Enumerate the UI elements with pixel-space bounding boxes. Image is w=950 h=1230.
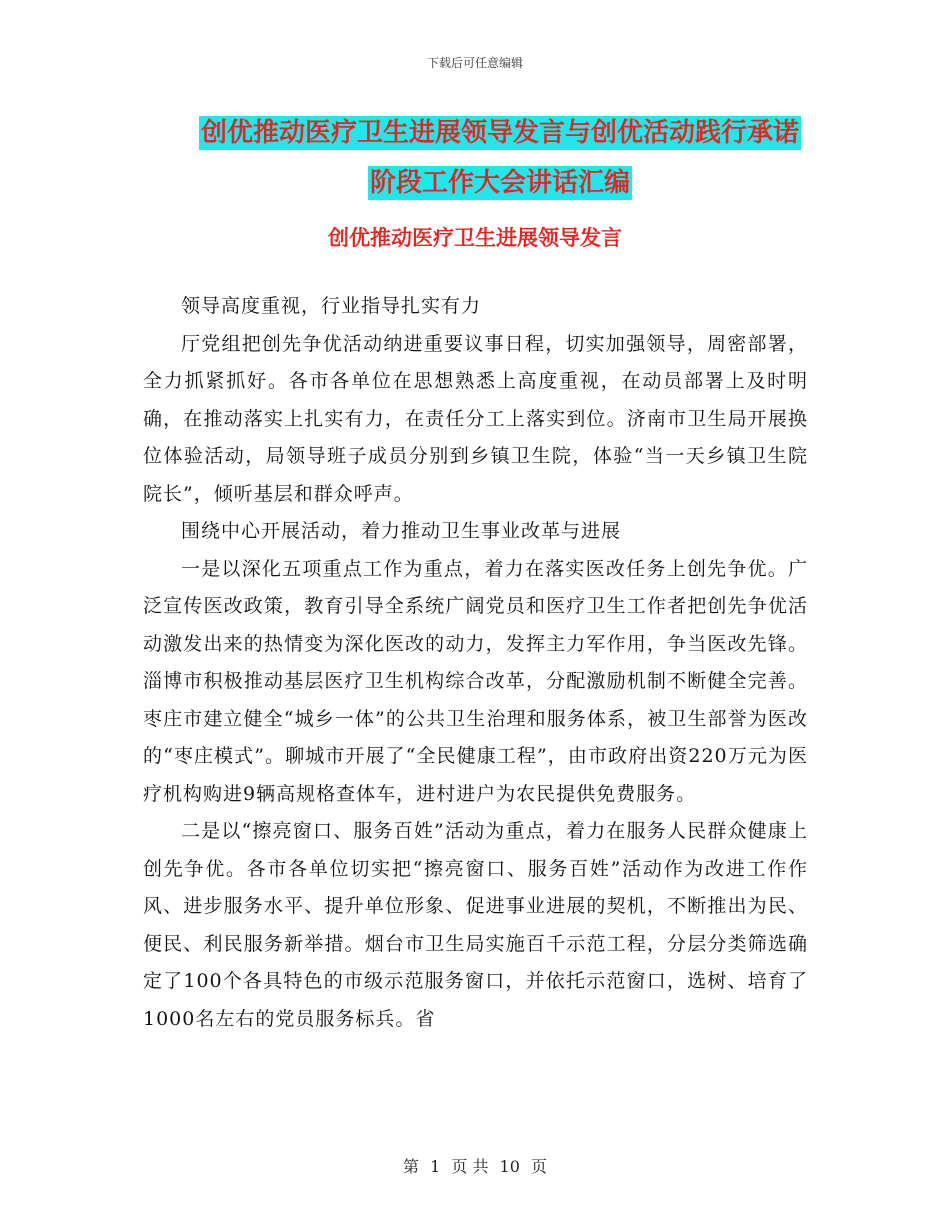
document-body: [143, 288, 808, 1038]
page-number: 1: [430, 1157, 441, 1176]
footer-suffix: 页: [531, 1157, 548, 1176]
footer-middle: 页 共: [451, 1157, 489, 1176]
title-line-2: 阶段工作大会讲话汇编: [369, 168, 630, 198]
paragraph: 二是以“擦亮窗口、服务百姓”活动为重点，着力在服务人民群众健康上创先争优。各市各单位切实把“擦亮窗口、服务百姓”活动作为改进工作作风、进步服务水平、提升单位形象、促进事业进展的契机，不断推出为民、便民、利民服务新举措。烟台市卫生局实施百千示范工程，分层分类筛选确定了100个各具特色的市级示范服务窗口，并依托示范窗口，选树、培育了1000名左右的党员服务标兵。省: [143, 820, 808, 1030]
title-line-1: 创优推动医疗卫生进展领导发言与创优活动践行承诺: [200, 118, 799, 148]
document-title: [140, 108, 860, 208]
header-note: 下载后可任意编辑: [426, 56, 523, 70]
paragraph: 厅党组把创先争优活动纳进重要议事日程，切实加强领导，周密部署，全力抓紧抓好。各市各单位在思想熟悉上高度重视，在动员部署上及时明确，在推动落实上扎实有力，在责任分工上落实到位。济南市卫生局开展换位体验活动，局领导班子成员分别到乡镇卫生院，体验“当一天乡镇卫生院院长”，倾听基层和群众呼声。: [143, 332, 808, 505]
paragraph: 领导高度重视，行业指导扎实有力: [181, 295, 482, 317]
page-footer: [0, 1154, 950, 1177]
footer-prefix: 第: [402, 1157, 419, 1176]
total-pages: 10: [499, 1157, 520, 1176]
paragraph: 围绕中心开展活动，着力推动卫生事业改革与进展: [181, 520, 622, 542]
paragraph: 一是以深化五项重点工作为重点，着力在落实医改任务上创先争优。广泛宣传医改政策，教育引导全系统广阔党员和医疗卫生工作者把创先争优活动激发出来的热情变为深化医改的动力，发挥主力军作用，争当医改先锋。淄博市积极推动基层医疗卫生机构综合改革，分配激励机制不断健全完善。枣庄市建立健全“城乡一体”的公共卫生治理和服务体系，被卫生部誉为医改的“枣庄模式”。聊城市开展了“全民健康工程”，由市政府出资220万元为医疗机构购进9辆高规格查体车，进村进户为农民提供免费服务。: [143, 557, 808, 805]
section-title: 创优推动医疗卫生进展领导发言: [328, 226, 622, 250]
